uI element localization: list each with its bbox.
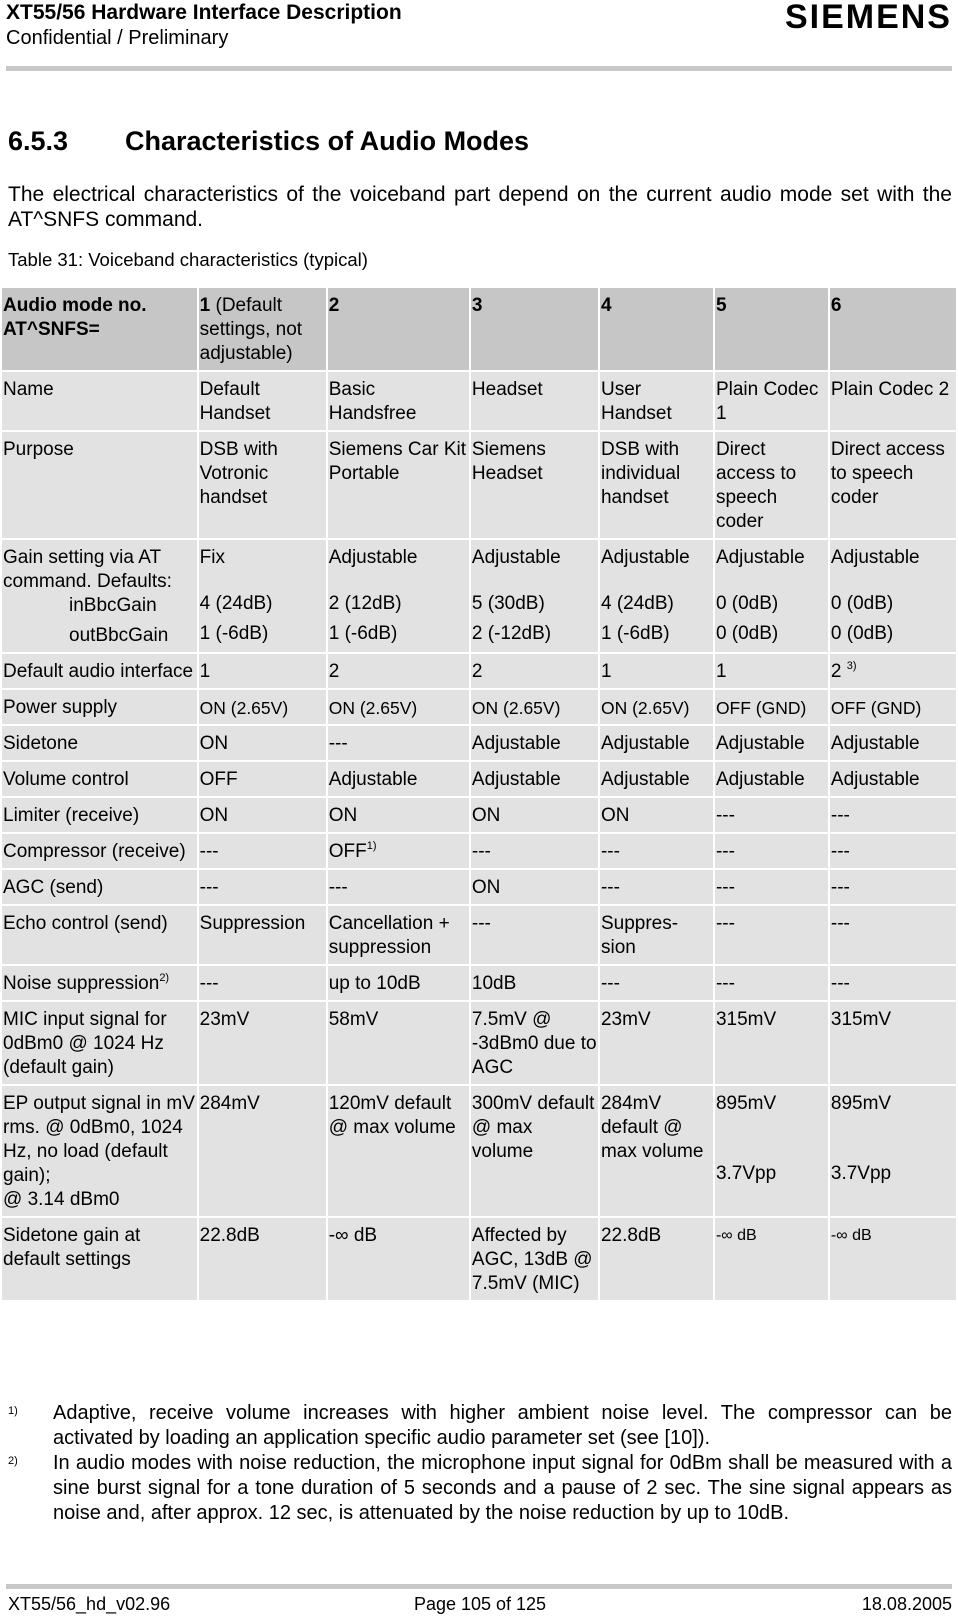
footnote-ref-1: 1) — [366, 840, 377, 852]
header-mode-4: 4 — [600, 288, 713, 370]
header-rule — [6, 66, 952, 71]
table-row-compressor: Compressor (receive) --- OFF$^{1)}$ --- --- --- --- — [2, 834, 956, 868]
table-row-echo: Echo control (send) Suppression Cancellation + suppression --- Suppres-sion --- --- — [2, 906, 956, 964]
footer-rule — [6, 1584, 952, 1589]
footnotes — [8, 1401, 952, 1526]
table-row-agc: AGC (send) --- --- ON --- --- --- — [2, 870, 956, 904]
table-row-sidetone: Sidetone ON --- Adjustable Adjustable Adjustable Adjustable — [2, 726, 956, 760]
footer-page-number: Page 105 of 125 — [413, 1594, 547, 1614]
section-title: Characteristics of Audio Modes — [125, 126, 530, 156]
table-row-gain: Gain setting via AT command. Defaults: inBbcGain outBbcGain Fix 4 (24dB) 1 (-6dB) Adjustable 2 (12dB) 1 (-6dB) Adjustable 5 (30dB) 2 (-12dB) Adjustable 4 (24dB) 1 (-6dB) Adjustable 0 (0dB) 0 (0dB) Adjustable 0 (0dB) 0 (0dB) — [2, 540, 956, 652]
table-header-row — [2, 288, 956, 370]
footer-doc-id: XT55/56_hd_v02.96 — [8, 1594, 171, 1614]
table-row-power: Power supply ON (2.65V) ON (2.65V) ON (2.65V) ON (2.65V) OFF (GND) OFF (GND) — [2, 690, 956, 724]
table-row-noise: Noise suppression$^{2)}$ --- up to 10dB 10dB --- --- --- — [2, 966, 956, 1000]
header-mode-1: 1 (Default settings, not adjustable) — [199, 288, 326, 370]
voiceband-table — [0, 286, 958, 1302]
table-row-purpose: Purpose DSB with Votronic handset Siemens Car Kit Portable Siemens Headset DSB with individual handset Direct access to speech coder Direct access to speech coder — [2, 432, 956, 538]
footnote-ref-3: 3) — [846, 660, 857, 672]
footer-date: 18.08.2005 — [861, 1594, 952, 1614]
header-mode-2: 2 — [328, 288, 469, 370]
intro-paragraph: The electrical characteristics of the voiceband part depend on the current audio mode set with the AT^SNFS command. — [8, 183, 952, 231]
table-row-volume: Volume control OFF Adjustable Adjustable Adjustable Adjustable Adjustable — [2, 762, 956, 796]
table-row-interface: Default audio interface 1 2 2 1 1 2 $^{3)}$ — [2, 654, 956, 688]
header-label: Audio mode no. AT^SNFS= — [2, 288, 197, 370]
footnote-ref-2: 2) — [159, 972, 170, 984]
table-row-name: Name Default Handset Basic Handsfree Headset User Handset Plain Codec 1 Plain Codec 2 — [2, 372, 956, 430]
page-header — [6, 0, 952, 72]
table-row-sidetone-gain: Sidetone gain at default settings 22.8dB -∞ dB Affected by AGC, 13dB @ 7.5mV (MIC) 22.8dB -∞ dB -∞ dB — [2, 1218, 956, 1300]
section-number: 6.5.3 — [8, 126, 69, 156]
footnote-2: 2) In audio modes with noise reduction, the microphone input signal for 0dBm shall be measured with a sine burst signal for a tone duration of 5 seconds and a pause of 2 sec. The sine signal appears as noise and, after approx. 12 sec, is attenuated by the noise reduction by up to 10dB. — [8, 1452, 952, 1524]
siemens-logo: SIEMENS — [784, 0, 952, 36]
header-mode-6: 6 — [830, 288, 956, 370]
document-subtitle: Confidential / Preliminary — [6, 27, 229, 49]
header-mode-5: 5 — [715, 288, 828, 370]
table-caption: Table 31: Voiceband characteristics (typical) — [8, 249, 368, 270]
section-heading — [8, 126, 529, 157]
footnote-1: 1) Adaptive, receive volume increases with higher ambient noise level. The compressor can be activated by loading an application specific audio parameter set (see [10]). — [8, 1402, 952, 1449]
document-title: XT55/56 Hardware Interface Description — [6, 1, 402, 24]
table-row-ep: EP output signal in mV rms. @ 0dBm0, 1024 Hz, no load (default gain); @ 3.14 dBm0 284mV 120mV default @ max volume 300mV default @ max volume 284mV default @ max volume 895mV 3.7Vpp 895mV 3.7Vpp — [2, 1086, 956, 1216]
header-mode-3: 3 — [471, 288, 598, 370]
table-row-mic: MIC input signal for 0dBm0 @ 1024 Hz (default gain) 23mV 58mV 7.5mV @ -3dBm0 due to AGC 23mV 315mV 315mV — [2, 1002, 956, 1084]
table-row-limiter: Limiter (receive) ON ON ON ON --- --- — [2, 798, 956, 832]
